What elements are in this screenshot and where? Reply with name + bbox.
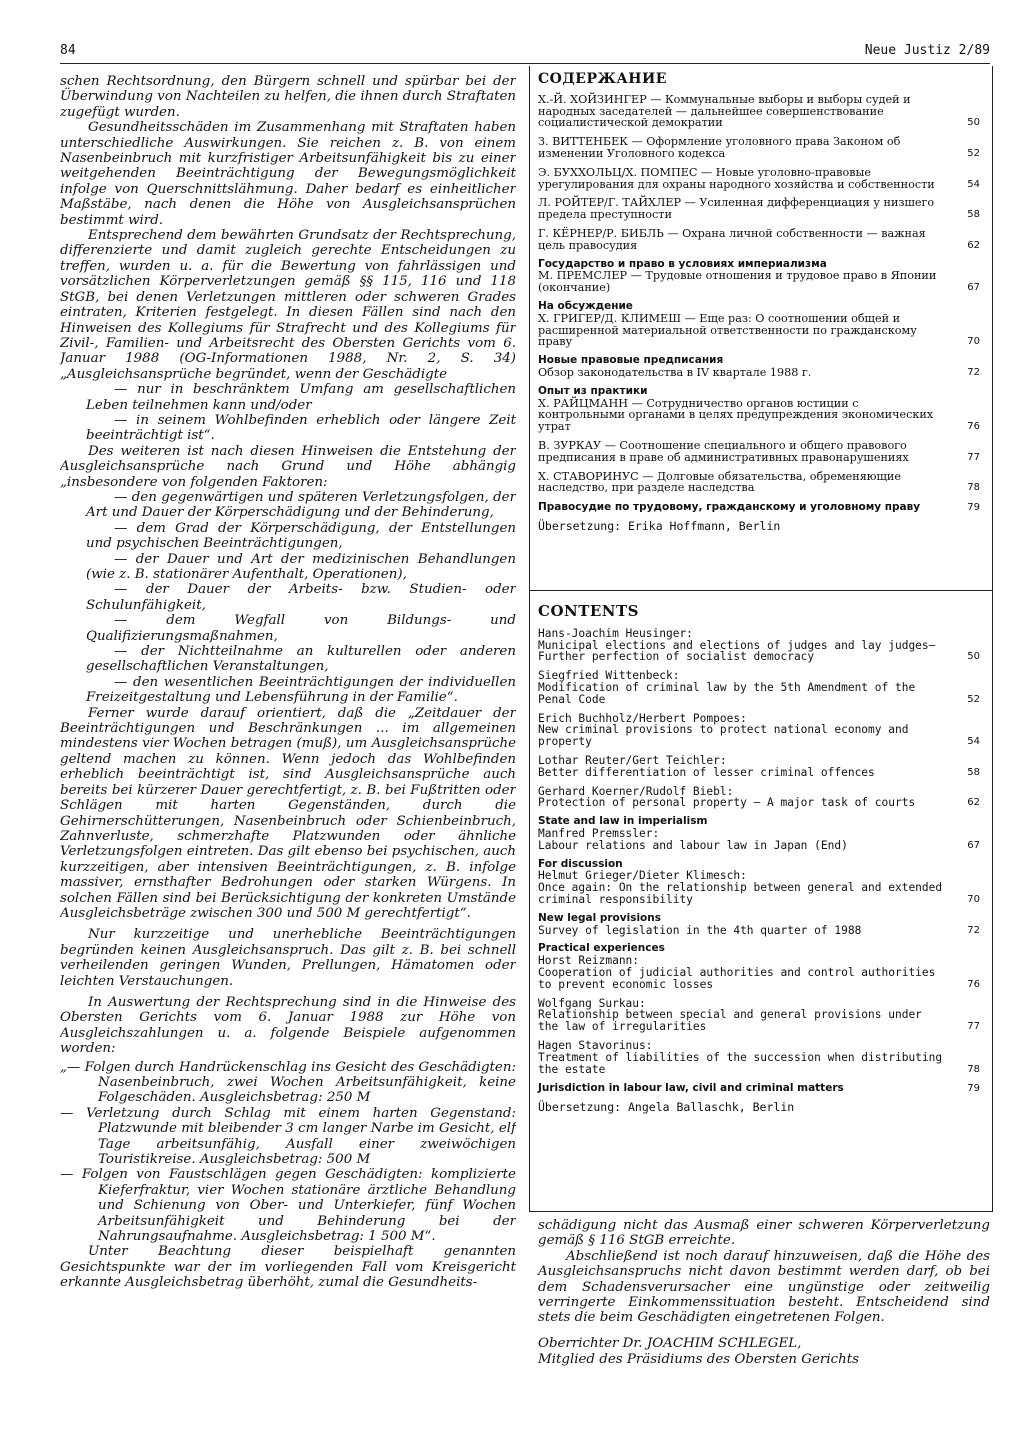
entry-title: Х. ГРИГЕР/Д. КЛИМЕШ — Еще раз: О соотношении общей и расширенной материальной ответственности по гражданскому праву — [538, 311, 917, 349]
page-header — [60, 43, 990, 65]
contents-entry — [538, 943, 982, 990]
paragraph: Unter Beachtung dieser beispielhaft genannten Gesichtspunkte war der im vorliegenden Fall vom Kreisgericht erkannte Ausgleichsbetrag überhöht, zumal die Gesundheits- — [60, 1244, 516, 1291]
page-ref: 67 — [967, 839, 980, 851]
section-heading: New legal provisions — [538, 911, 661, 924]
factors-list — [60, 490, 516, 706]
contents-entry — [538, 386, 982, 433]
criteria-list — [60, 382, 516, 444]
list-item: — dem Wegfall von Bildungs- und Qualifizierungsmaßnahmen, — [86, 613, 516, 644]
page-ref: 78 — [967, 1063, 980, 1075]
examples-list — [60, 1060, 516, 1245]
contents-entry — [538, 786, 982, 810]
contents-entry — [538, 1040, 982, 1075]
page-ref: 78 — [967, 482, 980, 494]
list-item: — der Nichtteilnahme an kulturellen oder anderen gesellschaftlichen Veranstaltungen, — [86, 644, 516, 675]
translator-credit: Übersetzung: Angela Ballaschk, Berlin — [538, 1100, 795, 1115]
page-ref: 54 — [967, 178, 980, 190]
page-ref: 79 — [967, 1083, 980, 1095]
contents-entry — [538, 471, 982, 495]
paragraph: Nur kurzzeitige und unerhebliche Beeinträchtigungen begründen keinen Ausgleichsanspruch. Das gilt z. B. bei schnell verheilenden geringen Wunden, Prellungen, Hämatomen oder leichten Verstauchungen. — [60, 927, 516, 989]
entry-title: Х.-Й. ХОЙЗИНГЕР — Коммунальные выборы и выборы судей и народных заседателей — дальнейшее совершенствование социалистической демократии — [538, 92, 911, 130]
contents-entry — [538, 301, 982, 348]
contents-title-en: CONTENTS — [538, 602, 640, 620]
page-ref: 58 — [967, 209, 980, 221]
entry-author: Helmut Grieger/Dieter Klimesch: — [538, 869, 747, 883]
section-heading: For discussion — [538, 857, 623, 870]
entry-title: New criminal provisions to protect national economy and property — [538, 723, 909, 749]
page-ref: 76 — [967, 421, 980, 433]
contents-russian — [538, 71, 982, 533]
contents-entry — [538, 228, 982, 252]
contents-entry — [538, 94, 982, 129]
entry-title: Relationship between special and general provisions under the law of irregularities — [538, 1008, 922, 1034]
contents-entry — [538, 859, 982, 906]
left-article-column — [60, 74, 516, 1384]
page-ref: 77 — [967, 1021, 980, 1033]
paragraph: Gesundheitsschäden im Zusammenhang mit Straftaten haben unterschiedliche Auswirkungen. Sie reichen z. B. von einem Nasenbeinbruch mit kurzfristiger Arbeitsunfähigkeit bis zu einer weitgehenden Beeinträchtigung der Bewegungsmöglichkeit infolge von Querschnittslähmung. Daher bedarf es einheitlicher Maßstäbe, nach denen die Höhe von Ausgleichsansprüchen bestimmt wird. — [60, 120, 516, 228]
section-heading: Опыт из практики — [538, 384, 648, 397]
contents-entry — [538, 197, 982, 221]
section-heading: State and law in imperialism — [538, 815, 708, 828]
paragraph: schen Rechtsordnung, den Bürgern schnell und spürbar bei der Überwindung von Nachteilen zu helfen, die ihnen durch Straftaten zugefügt wurden. — [60, 74, 516, 120]
contents-entry — [538, 355, 982, 379]
signature-block — [538, 1336, 990, 1368]
paragraph: Abschließend ist noch darauf hinzuweisen, daß die Höhe des Ausgleichsanspruchs nicht davon bestimmt werden darf, ob bei dem Schadensverursacher eine ungünstige oder zeitweilig verringerte Einkommenssituation besteht. Entscheidend sind stets die beim Geschädigten eingetretenen Folgen. — [538, 1248, 990, 1326]
box-divider — [530, 590, 992, 591]
entry-title: Modification of criminal law by the 5th Amendment of the Penal Code — [538, 680, 916, 706]
entry-title: Л. РОЙТЕР/Г. ТАЙХЛЕР — Усиленная дифференциация у низшего предела преступности — [538, 196, 935, 222]
list-item: — Verletzung durch Schlag mit einem harten Gegenstand: Platzwunde mit bleibender 3 cm langer Narbe im Gesicht, elf Tage arbeitsunfähig, Ausfall einer zweiwöchigen Touristikreise. Ausgleichsbetrag: 500 M — [60, 1105, 516, 1168]
entry-title: Municipal elections and elections of judges and lay judges— Further perfection of socialist democracy — [538, 638, 936, 664]
entry-author: Gerhard Koerner/Rudolf Biebl: — [538, 784, 734, 798]
entry-author: Lothar Reuter/Gert Teichler: — [538, 753, 727, 767]
page-ref: 76 — [967, 978, 980, 990]
signature-name: Oberrichter Dr. JOACHIM SCHLEGEL, — [538, 1335, 802, 1351]
contents-entry — [538, 670, 982, 705]
contents-entry — [538, 913, 982, 937]
paragraph: In Auswertung der Rechtsprechung sind in die Hinweise des Obersten Gerichts vom 6. Januar 1988 zur Höhe von Ausgleichszahlungen u. a. folgende Beispiele aufgenommen worden: — [60, 994, 516, 1057]
contents-title-ru: СОДЕРЖАНИЕ — [538, 71, 667, 87]
header-rule — [60, 63, 990, 64]
entry-title: Х. РАЙЦМАНН — Сотрудничество органов юстиции с контрольными органами в целях предупреждения экономических утрат — [538, 396, 934, 434]
contents-entry — [538, 440, 982, 464]
entry-author: Wolfgang Surkau: — [538, 996, 646, 1010]
contents-entry — [538, 816, 982, 851]
entry-title: Г. КЁРНЕР/Р. БИБЛЬ — Охрана личной собственности — важная цель правосудия — [538, 226, 926, 252]
entry-author: Hagen Stavorinus: — [538, 1038, 653, 1052]
paragraph: Entsprechend dem bewährten Grundsatz der Rechtsprechung, differenzierte und damit zugleich gerechte Entscheidungen zu treffen, wurden u. a. für die Bewertung von fahrlässigen und vorsätzlichen Körperverletzungen gemäß §§ 115, 116 und 118 StGB, bei denen Verletzungen mittleren oder schweren Grades eintraten, Kriterien festgelegt. In diesen Fällen sind nach den Hinweisen des Kollegiums für Strafrecht und des Kollegiums für Zivil-, Familien- und Arbeitsrecht des Obersten Gerichts vom 6. Januar 1988 (OG-Informationen 1988, Nr. 2, S. 34) „Ausgleichsansprüche begründet, wenn der Geschädigte — [60, 228, 516, 382]
paragraph: schädigung nicht das Ausmaß einer schweren Körperverletzung gemäß § 116 StGB erreichte. — [538, 1218, 990, 1249]
list-item: — der Dauer und Art der medizinischen Behandlungen (wie z. B. stationärer Aufenthalt, Operationen), — [86, 551, 516, 582]
entry-title: Protection of personal property — A major task of courts — [538, 796, 916, 810]
contents-entry — [538, 713, 982, 748]
page-ref: 62 — [967, 239, 980, 251]
contents-entry — [538, 1082, 982, 1095]
entry-title: Обзор законодательства в IV квартале 1988 г. — [538, 365, 812, 379]
page-ref: 72 — [967, 366, 980, 378]
page-ref: 77 — [967, 451, 980, 463]
page-ref: 52 — [967, 693, 980, 705]
section-heading: Jurisdiction in labour law, civil and criminal matters — [538, 1082, 844, 1095]
entry-author: Siegfried Wittenbeck: — [538, 669, 680, 683]
section-heading: Государство и право в условиях империализма — [538, 257, 827, 270]
list-item: „— Folgen durch Handrückenschlag ins Gesicht des Geschädigten: Nasenbeinbruch, zwei Wochen Arbeitsunfähigkeit, keine Folgeschäden. Ausgleichsbetrag: 250 M — [60, 1059, 516, 1106]
list-item: — in seinem Wohlbefinden erheblich oder längere Zeit beeinträchtigt ist“. — [86, 412, 516, 444]
translator-credit: Übersetzung: Erika Hoffmann, Berlin — [538, 518, 781, 533]
page-ref: 72 — [967, 924, 980, 936]
paragraph: Des weiteren ist nach diesen Hinweisen die Entstehung der Ausgleichsansprüche nach Grund und Höhe abhängig „insbesondere von folgenden Faktoren: — [60, 443, 516, 490]
entry-title: М. ПРЕМСЛЕР — Трудовые отношения и трудовое право в Японии (окончание) — [538, 269, 937, 295]
contents-entry — [538, 998, 982, 1033]
contents-entry — [538, 167, 982, 191]
section-heading: Practical experiences — [538, 942, 665, 955]
list-item: — Folgen von Faustschlägen gegen Geschädigten: komplizierte Kieferfraktur, vier Wochen stationäre ärztliche Behandlung und Schienung von Ober- und Unterkiefer, fünf Wochen Arbeitsunfähigkeit und Behinderung bei der Nahrungsaufnahme. Ausgleichsbetrag: 1 500 M“. — [60, 1167, 516, 1245]
page-ref: 54 — [967, 736, 980, 748]
paragraph: Ferner wurde darauf orientiert, daß die „Zeitdauer der Beeinträchtigungen und Beschränkungen ... im allgemeinen mindestens vier Wochen betragen (muß), um Ausgleichsansprüche geltend machen zu können. Wenn jedoch das Wohlbefinden erheblich beeinträchtigt ist, sind Ausgleichsansprüche auch bereits bei kürzerer Dauer gerechtfertigt, z. B. bei Fußtritten oder Schlägen mit harten Gegenständen, durch die Gehirnerschütterungen, Nasenbeinbruch oder Schienbeinbruch, Zahnverluste, schmerzhafte Platzwunden oder ähnliche Verletzungsfolgen eintreten. Das gilt ebenso bei psychischen, auch kurzzeitigen, aber intensiven Beeinträchtigungen, z. B. infolge massiver, ernsthafter Bedrohungen oder starken Würgens. In solchen Fällen sind bei Berücksichtigung der konkreten Umstände Ausgleichsbeträge zwischen 300 und 500 M gerechtfertigt“. — [60, 705, 516, 921]
signature-title: Mitglied des Präsidiums des Obersten Gerichts — [538, 1351, 859, 1367]
entry-title: Once again: On the relationship between general and extended criminal responsibility — [538, 881, 943, 906]
page-ref: 50 — [967, 117, 980, 129]
journal-title: Neue Justiz 2/89 — [864, 43, 990, 58]
entry-title: Survey of legislation in the 4th quarter of 1988 — [538, 923, 862, 937]
contents-boxes — [529, 66, 993, 1212]
page-ref: 50 — [967, 651, 980, 663]
list-item: — den gegenwärtigen und späteren Verletzungsfolgen, der Art und Dauer der Körperschädigung und der Behinderung, — [86, 489, 516, 521]
page-ref: 58 — [967, 766, 980, 778]
entry-title: Э. БУХХОЛЬЦ/Х. ПОМПЕС — Новые уголовно-правовые урегулирования для охраны народного хозяйства и собственности — [538, 165, 935, 191]
list-item: — der Dauer der Arbeits- bzw. Studien- oder Schulunfähigkeit, — [86, 582, 516, 613]
page-ref: 70 — [967, 336, 980, 348]
right-article-continuation — [538, 1218, 990, 1368]
contents-entry — [538, 259, 982, 294]
entry-author: Erich Buchholz/Herbert Pompoes: — [538, 711, 747, 725]
page-ref: 70 — [967, 893, 980, 905]
page-ref: 52 — [967, 147, 980, 159]
section-heading: Правосудие по трудовому, гражданскому и уголовному праву — [538, 501, 921, 514]
page-number: 84 — [60, 43, 76, 58]
entry-title: Labour relations and labour law in Japan (End) — [538, 838, 848, 852]
list-item: — den wesentlichen Beeinträchtigungen der individuellen Freizeitgestaltung und Lebensführung in der Familie“. — [86, 674, 516, 706]
contents-entry — [538, 136, 982, 160]
entry-title: Cooperation of judicial authorities and control authorities to prevent economic losses — [538, 965, 936, 991]
section-heading: Новые правовые предписания — [538, 354, 724, 367]
contents-english — [538, 602, 982, 1115]
list-item: — dem Grad der Körperschädigung, der Entstellungen und psychischen Beeinträchtigungen, — [86, 520, 516, 552]
list-item: — nur in beschränktem Umfang am gesellschaftlichen Leben teilnehmen kann und/oder — [86, 382, 516, 413]
entry-title: Treatment of liabilities of the succession when distributing the estate — [538, 1050, 943, 1076]
contents-entry — [538, 501, 982, 514]
entry-title: З. ВИТТЕНБЕК — Оформление уголовного права Законом об изменении Уголовного кодекса — [538, 135, 901, 160]
contents-entry — [538, 628, 982, 663]
entry-title: Better differentiation of lesser criminal offences — [538, 765, 875, 779]
page-ref: 62 — [967, 797, 980, 809]
entry-title: В. ЗУРКАУ — Соотношение специального и общего правового предписания в праве об административных правонарушениях — [538, 438, 909, 464]
section-heading: На обсуждение — [538, 299, 633, 312]
page-ref: 79 — [967, 502, 980, 514]
entry-author: Manfred Premssler: — [538, 826, 660, 840]
entry-title: Х. СТАВОРИНУС — Долговые обязательства, обременяющие наследство, при разделе наследства — [538, 469, 902, 495]
page-ref: 67 — [967, 282, 980, 294]
entry-author: Hans-Joachim Heusinger: — [538, 626, 693, 640]
entry-author: Horst Reizmann: — [538, 954, 640, 968]
contents-entry — [538, 755, 982, 779]
